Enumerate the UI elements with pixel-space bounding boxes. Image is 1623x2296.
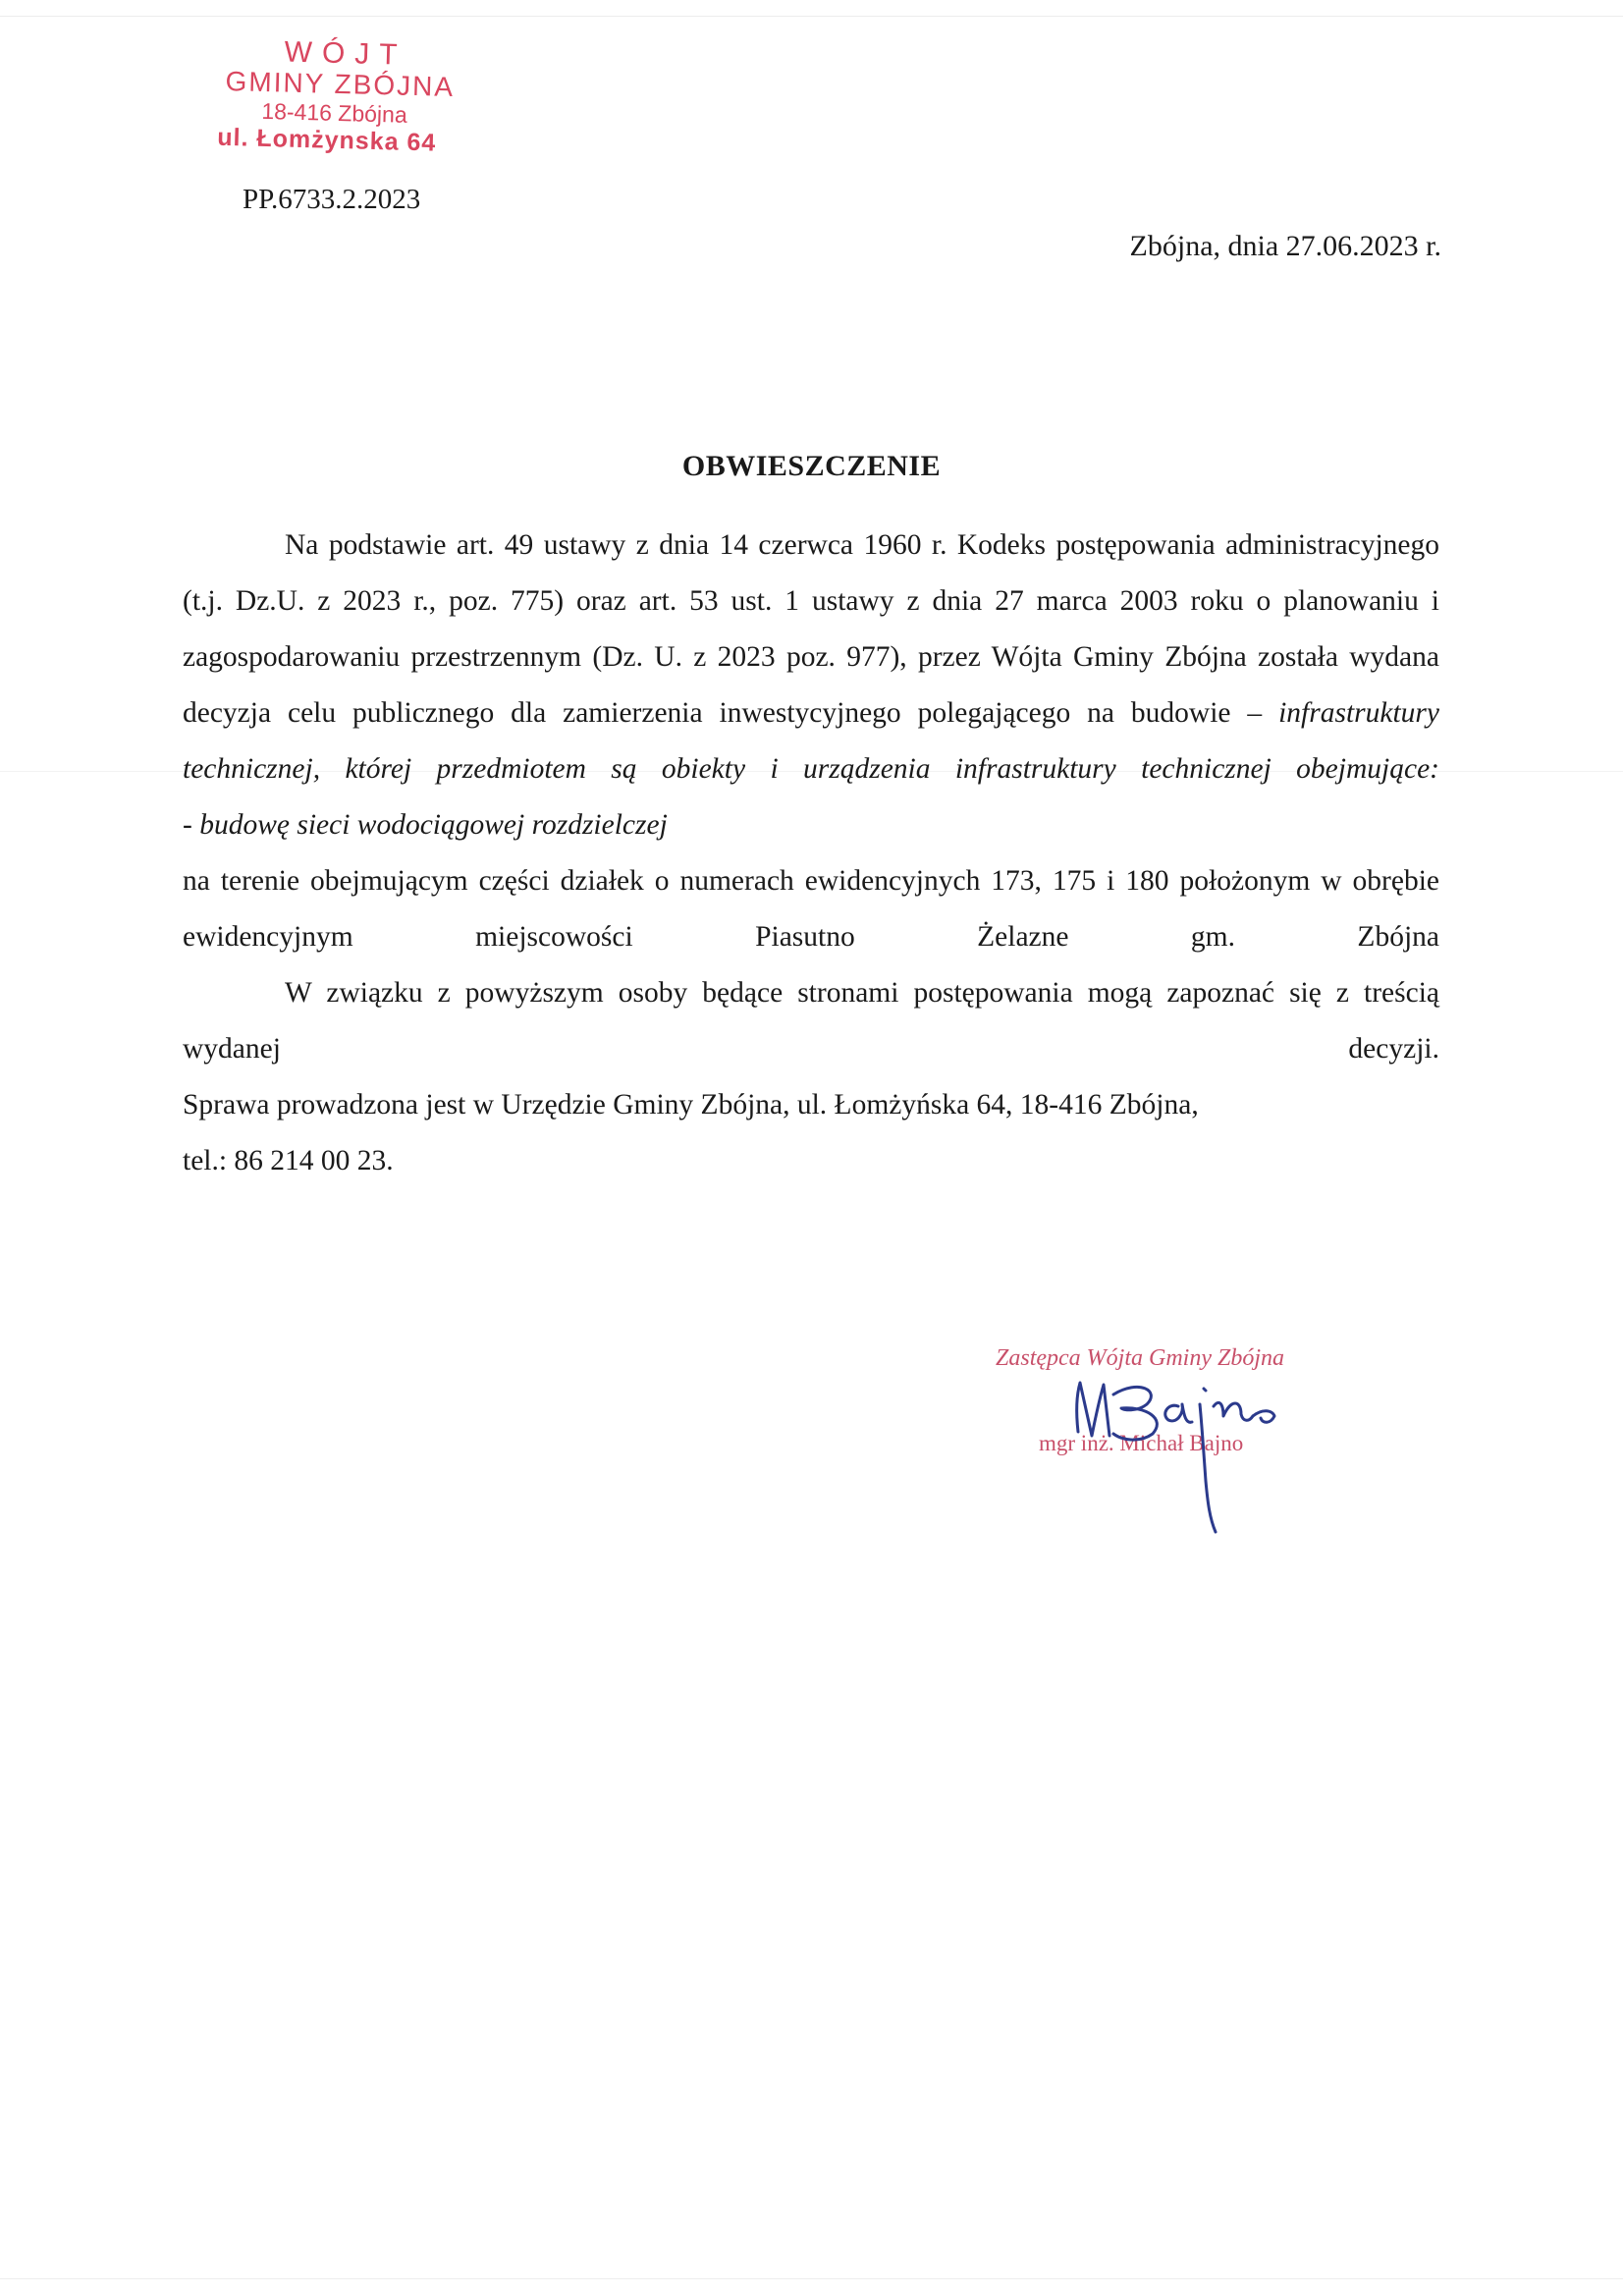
- place-and-date: Zbójna, dnia 27.06.2023 r.: [1129, 230, 1441, 262]
- list-item: - budowę sieci wodociągowej rozdzielczej: [183, 809, 668, 841]
- signature-block: [972, 1345, 1384, 1542]
- office-stamp: [190, 33, 488, 159]
- paragraph-4: Sprawa prowadzona jest w Urzędzie Gminy Zbójna, ul. Łomżyńska 64, 18-416 Zbójna,: [183, 1089, 1199, 1121]
- stamp-line-2: GMINY ZBÓJNA: [225, 65, 456, 103]
- stamp-line-1: WÓJT: [284, 35, 408, 72]
- paragraph-1-text: Na podstawie art. 49 ustawy z dnia 14 czerwca 1960 r. Kodeks postępowania administracyjnego (t.j. Dz.U. z 2023 r., poz. 775) oraz art. 53 ust. 1 ustawy z dnia 27 marca 2003 roku o planowaniu i zagospodarowaniu przestrzennym (Dz. U. z 2023 poz. 977), przez Wójta Gminy Zbójna została wydana decyzja celu publicznego dla zamierzenia inwestycyjnego polegającego na budowie –: [183, 529, 1439, 729]
- scan-edge-top: [0, 16, 1623, 17]
- scan-edge-bottom: [0, 2278, 1623, 2279]
- handwritten-signature: [1031, 1345, 1325, 1542]
- paragraph-1: [183, 518, 1439, 797]
- document-title: OBWIESZCZENIE: [681, 450, 942, 482]
- signatory-name: mgr inż. Michał Bajno: [1039, 1431, 1244, 1455]
- stamp-line-3: 18-416 Zbójna: [261, 97, 408, 128]
- document-body: [183, 518, 1439, 1189]
- paragraph-2: na terenie obejmującym części działek o numerach ewidencyjnych 173, 175 i 180 położonym w obrębie ewidencyjnym miejscowości Piasutno Żelazne gm. Zbójna: [183, 865, 1439, 953]
- paragraph-3: W związku z powyższym osoby będące stronami postępowania mogą zapoznać się z treścią wydanej decyzji.: [183, 977, 1439, 1065]
- paragraph-1-italic: infrastruktury technicznej, której przedmiotem są obiekty i urządzenia infrastruktury technicznej obejmujące:: [183, 697, 1440, 785]
- reference-number: PP.6733.2.2023: [243, 184, 421, 215]
- paragraph-5: tel.: 86 214 00 23.: [183, 1145, 394, 1176]
- signatory-role: Zastępca Wójta Gminy Zbójna: [996, 1345, 1284, 1371]
- stamp-line-4: ul. Łomżynska 64: [216, 123, 437, 157]
